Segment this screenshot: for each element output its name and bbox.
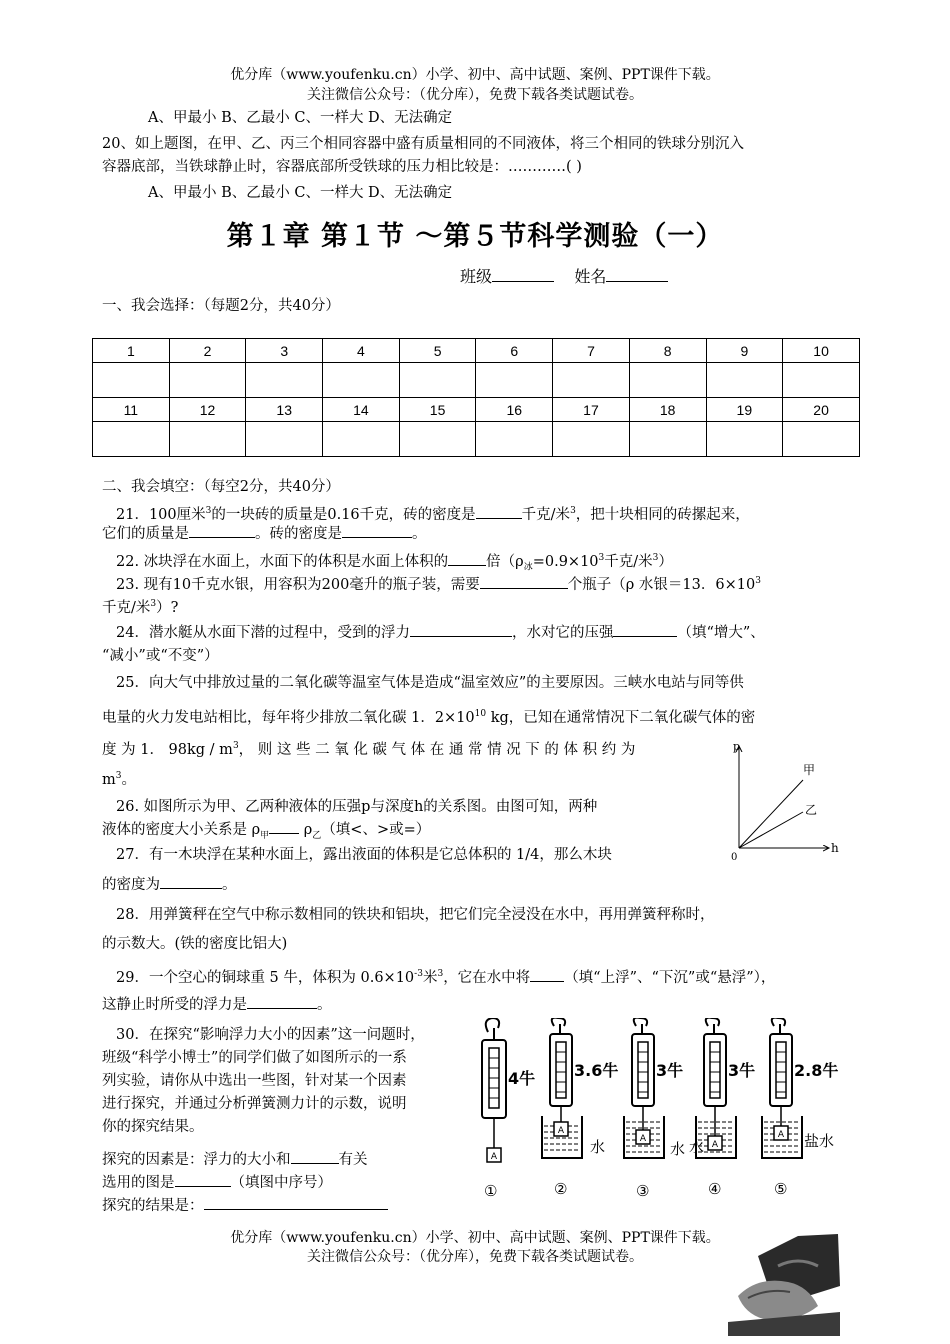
answer-cell[interactable] bbox=[629, 363, 706, 398]
class-blank[interactable] bbox=[492, 267, 554, 282]
line-yi bbox=[739, 812, 803, 848]
q26-line-1: 26. 如图所示为甲、乙两种液体的压强p与深度h的关系图。由图可知，两种 bbox=[116, 799, 598, 815]
answer-num: 14 bbox=[323, 398, 400, 422]
answer-cell[interactable] bbox=[706, 363, 783, 398]
h-label: h bbox=[831, 841, 839, 855]
q30-figures bbox=[102, 1172, 332, 1194]
q30-line-3: 列实验，请你从中选出一些图，针对某一个因素 bbox=[102, 1073, 407, 1089]
answer-num: 8 bbox=[629, 339, 706, 363]
q28-line-1: 28．用弹簧秤在空气中称示数相同的铁块和铝块，把它们完全浸没在水中，再用弹簧秤称时， bbox=[116, 907, 715, 923]
answer-num: 4 bbox=[323, 339, 400, 363]
q26-text: ρ bbox=[303, 822, 313, 838]
answer-num: 3 bbox=[246, 339, 323, 363]
q30-text: 有关 bbox=[338, 1152, 368, 1168]
liquid-2: 水 bbox=[590, 1138, 606, 1156]
q24-line-2: “减小”或“不变”） bbox=[102, 648, 219, 664]
q23-text: 千克/米 bbox=[102, 599, 151, 616]
jia-label: 甲 bbox=[803, 763, 816, 777]
answer-cell[interactable] bbox=[783, 422, 860, 457]
q25-line-1: 25．向大气中排放过量的二氧化碳等温室气体是造成“温室效应”的主要原因。三峡水电站与同等供 bbox=[116, 675, 744, 691]
answer-num: 11 bbox=[93, 398, 170, 422]
answer-num: 13 bbox=[246, 398, 323, 422]
q30-line-5: 你的探究结果。 bbox=[102, 1119, 204, 1135]
section-1-heading: 一、我会选择：（每题2分，共40分） bbox=[102, 298, 340, 314]
figure-num-1: ① bbox=[484, 1182, 498, 1200]
answer-header-row-1 bbox=[93, 339, 860, 363]
q23-line-2: 千克/米$^3$）? bbox=[102, 599, 179, 616]
q30-text: 探究的结果是： bbox=[102, 1198, 204, 1214]
name-blank[interactable] bbox=[606, 267, 668, 282]
q29-text: ，它在水中将 bbox=[443, 969, 531, 986]
answer-blank-row-1 bbox=[93, 363, 860, 398]
q29-text: 米 bbox=[422, 969, 438, 986]
answer-cell[interactable] bbox=[706, 422, 783, 457]
origin-label: 0 bbox=[731, 852, 738, 862]
q25-text: 度 为 1． 98kg / m bbox=[102, 741, 233, 758]
liquid-3: 水 bbox=[670, 1140, 686, 1158]
q22-text: ） bbox=[658, 553, 673, 570]
answer-num: 9 bbox=[706, 339, 783, 363]
answer-cell[interactable] bbox=[399, 363, 476, 398]
q27-text: 的密度为 bbox=[102, 877, 160, 893]
q30-line-2: 班级“科学小博士”的同学们做了如图所示的一系 bbox=[102, 1050, 407, 1066]
spring-balance-4 bbox=[696, 1018, 755, 1198]
q22-text: 22. 冰块浮在水面上，水面下的体积是水面上体积的 bbox=[116, 553, 449, 570]
q22-text: 千克/米 bbox=[604, 553, 653, 570]
answer-header-row-2 bbox=[93, 398, 860, 422]
q23-blank[interactable] bbox=[480, 574, 568, 589]
reading-1: 4牛 bbox=[508, 1069, 536, 1088]
q23-text: ）? bbox=[156, 599, 179, 616]
q27-line-1: 27．有一木块浮在某种水面上，露出液面的体积是它总体积的 1/4，那么木块 bbox=[116, 847, 612, 863]
q29-blank-1[interactable] bbox=[530, 967, 564, 982]
spring-balance-1 bbox=[482, 1018, 535, 1200]
reading-2: 3.6牛 bbox=[574, 1061, 619, 1080]
q24-line-1 bbox=[116, 622, 765, 644]
q21-text: 。砖的密度是 bbox=[255, 526, 342, 542]
answer-cell[interactable] bbox=[476, 422, 553, 457]
footer-line-1: 优分库（www.youfenku.cn）小学、初中、高中试题、案例、PPT课件下载。 bbox=[230, 1230, 720, 1246]
q26-line-2 bbox=[102, 819, 430, 847]
q22-sub: 冰 bbox=[523, 562, 533, 573]
answer-num: 7 bbox=[553, 339, 630, 363]
answer-cell[interactable] bbox=[169, 363, 246, 398]
q20-line-2: 容器底部，当铁球静止时，容器底部所受铁球的压力相比较是：…………( ) bbox=[102, 159, 582, 175]
footer-line-2: 关注微信公众号：（优分库），免费下载各类试题试卷。 bbox=[307, 1249, 643, 1265]
q21-blank-3[interactable] bbox=[342, 523, 412, 538]
answer-cell[interactable] bbox=[553, 363, 630, 398]
answer-num: 12 bbox=[169, 398, 246, 422]
liquid-4: 水 bbox=[689, 1138, 705, 1156]
q27-blank[interactable] bbox=[160, 874, 222, 889]
q21-text: 千克/米 bbox=[521, 506, 571, 523]
q30-figures-blank[interactable] bbox=[175, 1172, 231, 1187]
answer-cell[interactable] bbox=[629, 422, 706, 457]
answer-num: 1 bbox=[93, 339, 170, 363]
q30-result-blank[interactable] bbox=[204, 1195, 388, 1210]
q30-factor-blank[interactable] bbox=[291, 1149, 339, 1164]
answer-cell[interactable] bbox=[553, 422, 630, 457]
q25-text: 。 bbox=[121, 771, 136, 788]
q20-line-1: 20、如上题图，在甲、乙、丙三个相同容器中盛有质量相同的不同液体，将三个相同的铁球分别沉入 bbox=[102, 136, 744, 152]
q26-sub: 乙 bbox=[312, 830, 322, 841]
figure-num-5: ⑤ bbox=[774, 1180, 788, 1198]
q29-line-2 bbox=[102, 994, 332, 1016]
q22-blank[interactable] bbox=[448, 551, 486, 566]
reading-3: 3牛 bbox=[656, 1061, 684, 1080]
q25-text: kg，已知在通常情况下二氧化碳气体的密 bbox=[486, 709, 756, 726]
answer-num: 16 bbox=[476, 398, 553, 422]
spring-balance-5 bbox=[762, 1018, 838, 1198]
q26-blank[interactable] bbox=[269, 819, 299, 834]
q30-line-1: 30．在探究“影响浮力大小的因素”这一问题时， bbox=[116, 1027, 425, 1043]
spring-balance-2 bbox=[542, 1018, 618, 1198]
q23-line-1: 23. 现有10千克水银，用容积为200毫升的瓶子装，需要 个瓶子（ρ 水银＝13．$6\times 10^3$ bbox=[116, 570, 761, 596]
ironing-photo bbox=[728, 1226, 840, 1336]
q21-text: 的一块砖的质量是0.16千克，砖的密度是 bbox=[211, 506, 476, 523]
answer-cell[interactable] bbox=[93, 422, 170, 457]
liquid-5: 盐水 bbox=[804, 1132, 835, 1150]
q22: 22. 冰块浮在水面上，水面下的体积是水面上体积的 倍（$\rho_冰=0.9\times 10^3$千克/米$^3$） bbox=[116, 547, 673, 579]
answer-cell[interactable] bbox=[783, 363, 860, 398]
q30-text: （填图中序号） bbox=[230, 1175, 332, 1191]
svg-text:A: A bbox=[557, 1126, 565, 1136]
answer-num: 15 bbox=[399, 398, 476, 422]
q30-text: 探究的因素是：浮力的大小和 bbox=[102, 1152, 291, 1168]
svg-text:A: A bbox=[711, 1140, 719, 1150]
q24-text: 24．潜水艇从水面下潜的过程中，受到的浮力 bbox=[116, 625, 410, 641]
answer-num: 20 bbox=[783, 398, 860, 422]
q29-line-1: 29．一个空心的铜球重 5 牛，体积为 $0.6\times 10^{-3}$米$^3$，它在水中将 （填“上浮”、“下沉”或“悬浮”）， bbox=[116, 963, 775, 989]
svg-text:A: A bbox=[639, 1134, 647, 1144]
q23-text: 个瓶子（ρ 水银＝13．6×10 bbox=[567, 576, 756, 593]
q29-blank-2[interactable] bbox=[247, 994, 317, 1009]
answer-num: 19 bbox=[706, 398, 783, 422]
q25-line-2: 电量的火力发电站相比，每年将少排放二氧化碳 1．$2\times 10^{10}$ kg，已知在通常情况下二氧化碳气体的密 bbox=[102, 709, 756, 726]
q26-sub: 甲 bbox=[260, 830, 270, 841]
student-info bbox=[460, 266, 668, 288]
figure-num-3: ③ bbox=[636, 1182, 650, 1200]
q21-text: 。 bbox=[412, 526, 427, 542]
q19-options: A、甲最小 B、乙最小 C、一样大 D、无法确定 bbox=[148, 110, 453, 126]
header-line-2: 关注微信公众号：（优分库），免费下载各类试题试卷。 bbox=[307, 87, 643, 103]
p-label: p bbox=[733, 740, 741, 753]
q27-line-2 bbox=[102, 874, 237, 896]
q29-text: 29．一个空心的铜球重 5 牛，体积为 0.6×10 bbox=[116, 969, 415, 986]
q25-text: 电量的火力发电站相比，每年将少排放二氧化碳 1．2×10 bbox=[102, 709, 475, 726]
answer-cell[interactable] bbox=[246, 422, 323, 457]
q23-text: 23. 现有10千克水银，用容积为200毫升的瓶子装，需要 bbox=[116, 576, 480, 593]
answer-cell[interactable] bbox=[399, 422, 476, 457]
answer-num: 2 bbox=[169, 339, 246, 363]
q25-line-4: $m^3$。 bbox=[102, 771, 136, 788]
q21-blank-1[interactable] bbox=[476, 504, 522, 519]
figure-num-4: ④ bbox=[708, 1180, 722, 1198]
q26-text: （填<、>或=） bbox=[321, 822, 431, 838]
answer-cell[interactable] bbox=[323, 363, 400, 398]
q24-blank-2[interactable] bbox=[613, 622, 677, 637]
page-title: 第１章 第１节 ～第５节科学测验（一） bbox=[226, 221, 724, 252]
q29-text: 。 bbox=[317, 997, 332, 1013]
q24-blank-1[interactable] bbox=[410, 622, 512, 637]
section-2-heading: 二、我会填空：（每空2分，共40分） bbox=[102, 479, 340, 495]
q26-text: 液体的密度大小关系是 ρ bbox=[102, 822, 261, 838]
answer-cell[interactable] bbox=[93, 363, 170, 398]
answer-cell[interactable] bbox=[169, 422, 246, 457]
answer-num: 18 bbox=[629, 398, 706, 422]
q25-text: m bbox=[102, 771, 116, 788]
q30-factor bbox=[102, 1149, 368, 1171]
q21-text: 21．100厘米 bbox=[116, 506, 206, 523]
q22-text: 倍（ρ bbox=[486, 553, 524, 570]
answer-num: 5 bbox=[399, 339, 476, 363]
q21-blank-2[interactable] bbox=[189, 523, 255, 538]
q27-text: 。 bbox=[222, 877, 237, 893]
q21-text: 它们的质量是 bbox=[102, 526, 189, 542]
q30-result bbox=[102, 1195, 388, 1217]
name-label: 姓名 bbox=[574, 267, 607, 286]
answer-cell[interactable] bbox=[476, 363, 553, 398]
spring-balance-3 bbox=[624, 1018, 685, 1200]
header-line-1: 优分库（www.youfenku.cn）小学、初中、高中试题、案例、PPT课件下载。 bbox=[230, 67, 720, 83]
svg-text:A: A bbox=[777, 1130, 785, 1140]
answer-cell[interactable] bbox=[323, 422, 400, 457]
spring-balance-figure bbox=[470, 1018, 850, 1204]
q25-text: ， 则 这 些 二 氧 化 碳 气 体 在 通 常 情 况 下 的 体 积 约 为 bbox=[238, 741, 636, 758]
q29-text: （填“上浮”、“下沉”或“悬浮”）， bbox=[564, 969, 776, 986]
q28-line-2: 的示数大。(铁的密度比铝大) bbox=[102, 936, 288, 952]
q21-line-2 bbox=[102, 523, 427, 545]
answer-blank-row-2 bbox=[93, 422, 860, 457]
q30-text: 选用的图是 bbox=[102, 1175, 175, 1191]
q22-text: =0.9×10 bbox=[532, 553, 599, 570]
q30-line-4: 进行探究，并通过分析弹簧测力计的示数，说明 bbox=[102, 1096, 407, 1112]
yi-label: 乙 bbox=[805, 803, 818, 817]
reading-4: 3牛 bbox=[728, 1061, 756, 1080]
pressure-depth-graph bbox=[725, 738, 845, 862]
class-label: 班级 bbox=[460, 267, 493, 286]
answer-num: 10 bbox=[783, 339, 860, 363]
reading-5: 2.8牛 bbox=[794, 1061, 839, 1080]
q24-text: ，水对它的压强 bbox=[511, 625, 614, 641]
svg-text:A: A bbox=[490, 1152, 498, 1162]
line-jia bbox=[739, 780, 803, 848]
q20-options: A、甲最小 B、乙最小 C、一样大 D、无法确定 bbox=[148, 185, 453, 201]
q21-line-1: 21．100厘米$^3$的一块砖的质量是0.16千克，砖的密度是 千克/米$^3$，把十块相同的砖摞起来， bbox=[116, 500, 750, 526]
answer-table bbox=[92, 338, 860, 457]
figure-num-2: ② bbox=[554, 1180, 568, 1198]
answer-num: 6 bbox=[476, 339, 553, 363]
answer-cell[interactable] bbox=[246, 363, 323, 398]
q24-text: （填“增大”、 bbox=[677, 625, 765, 641]
q21-text: ，把十块相同的砖摞起来， bbox=[575, 506, 750, 523]
q25-line-3: 度 为 1． $98kg / m^3$， 则 这 些 二 氧 化 碳 气 体 在 通 常 情 况 下 的 体 积 约 为 bbox=[102, 741, 636, 758]
answer-num: 17 bbox=[553, 398, 630, 422]
q29-text: 这静止时所受的浮力是 bbox=[102, 997, 247, 1013]
